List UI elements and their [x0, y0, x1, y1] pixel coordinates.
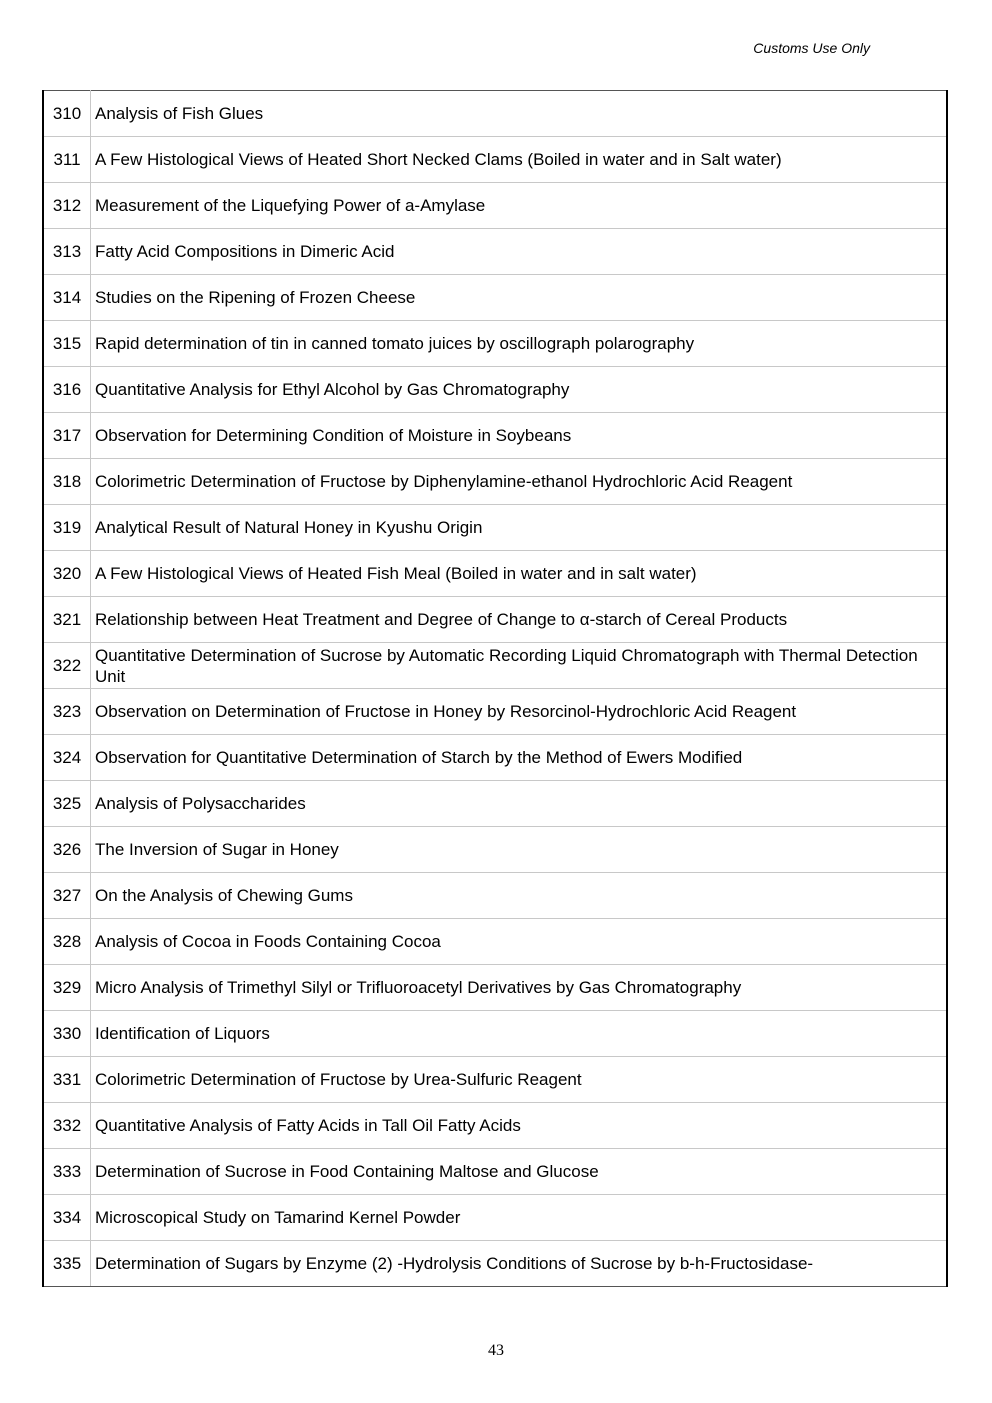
table-row: [43, 1195, 947, 1241]
record-title: Determination of Sugars by Enzyme (2) -Hydrolysis Conditions of Sucrose by b-h-Fructosidase-: [91, 1241, 948, 1287]
record-title: Studies on the Ripening of Frozen Cheese: [91, 275, 948, 321]
record-number: 311: [43, 137, 91, 183]
record-title: Micro Analysis of Trimethyl Silyl or Trifluoroacetyl Derivatives by Gas Chromatography: [91, 965, 948, 1011]
table-row: [43, 689, 947, 735]
record-title: Rapid determination of tin in canned tomato juices by oscillograph polarography: [91, 321, 948, 367]
record-number: 335: [43, 1241, 91, 1287]
table-row: [43, 827, 947, 873]
record-title: Identification of Liquors: [91, 1011, 948, 1057]
table-row: [43, 321, 947, 367]
record-title: Measurement of the Liquefying Power of a-Amylase: [91, 183, 948, 229]
record-title: Observation for Quantitative Determination of Starch by the Method of Ewers Modified: [91, 735, 948, 781]
table-row: [43, 183, 947, 229]
record-number: 329: [43, 965, 91, 1011]
record-title: Analytical Result of Natural Honey in Kyushu Origin: [91, 505, 948, 551]
records-table: [42, 90, 948, 1287]
table-row: [43, 735, 947, 781]
table-row: [43, 459, 947, 505]
record-number: 326: [43, 827, 91, 873]
table-row: [43, 413, 947, 459]
table-row: [43, 137, 947, 183]
table-row: [43, 597, 947, 643]
table-row: [43, 919, 947, 965]
table-row: [43, 1103, 947, 1149]
record-number: 314: [43, 275, 91, 321]
table-row: [43, 505, 947, 551]
record-number: 325: [43, 781, 91, 827]
record-number: 322: [43, 643, 91, 689]
record-number: 318: [43, 459, 91, 505]
table-row: [43, 367, 947, 413]
record-number: 331: [43, 1057, 91, 1103]
record-title: Relationship between Heat Treatment and Degree of Change to α-starch of Cereal Products: [91, 597, 948, 643]
table-row: [43, 551, 947, 597]
table-row: [43, 1241, 947, 1287]
record-title: On the Analysis of Chewing Gums: [91, 873, 948, 919]
record-number: 332: [43, 1103, 91, 1149]
table-row: [43, 1057, 947, 1103]
record-number: 327: [43, 873, 91, 919]
record-number: 320: [43, 551, 91, 597]
customs-use-note: Customs Use Only: [753, 40, 870, 56]
record-number: 312: [43, 183, 91, 229]
record-title: Analysis of Cocoa in Foods Containing Cocoa: [91, 919, 948, 965]
record-number: 328: [43, 919, 91, 965]
table-row: [43, 91, 947, 137]
record-number: 315: [43, 321, 91, 367]
record-title: Analysis of Fish Glues: [91, 91, 948, 137]
record-title: Microscopical Study on Tamarind Kernel Powder: [91, 1195, 948, 1241]
record-title: Colorimetric Determination of Fructose by Urea-Sulfuric Reagent: [91, 1057, 948, 1103]
records-table-body: [43, 91, 947, 1287]
record-title: Determination of Sucrose in Food Containing Maltose and Glucose: [91, 1149, 948, 1195]
table-row: [43, 275, 947, 321]
table-row: [43, 643, 947, 689]
record-number: 319: [43, 505, 91, 551]
record-number: 334: [43, 1195, 91, 1241]
record-title: A Few Histological Views of Heated Fish Meal (Boiled in water and in salt water): [91, 551, 948, 597]
page-number: 43: [488, 1342, 504, 1359]
record-title: A Few Histological Views of Heated Short Necked Clams (Boiled in water and in Salt water): [91, 137, 948, 183]
record-title: Fatty Acid Compositions in Dimeric Acid: [91, 229, 948, 275]
table-row: [43, 1011, 947, 1057]
record-number: 333: [43, 1149, 91, 1195]
record-number: 316: [43, 367, 91, 413]
record-title: Observation for Determining Condition of Moisture in Soybeans: [91, 413, 948, 459]
table-row: [43, 1149, 947, 1195]
table-row: [43, 781, 947, 827]
table-row: [43, 873, 947, 919]
table-row: [43, 229, 947, 275]
record-number: 321: [43, 597, 91, 643]
record-title: Quantitative Analysis for Ethyl Alcohol by Gas Chromatography: [91, 367, 948, 413]
record-title: Quantitative Determination of Sucrose by Automatic Recording Liquid Chromatograph with Thermal Detection Unit: [91, 643, 948, 689]
record-number: 324: [43, 735, 91, 781]
record-number: 310: [43, 91, 91, 137]
record-number: 317: [43, 413, 91, 459]
record-title: The Inversion of Sugar in Honey: [91, 827, 948, 873]
record-title: Analysis of Polysaccharides: [91, 781, 948, 827]
record-number: 330: [43, 1011, 91, 1057]
record-number: 313: [43, 229, 91, 275]
record-title: Quantitative Analysis of Fatty Acids in Tall Oil Fatty Acids: [91, 1103, 948, 1149]
record-number: 323: [43, 689, 91, 735]
table-row: [43, 965, 947, 1011]
record-title: Colorimetric Determination of Fructose by Diphenylamine-ethanol Hydrochloric Acid Reagent: [91, 459, 948, 505]
record-title: Observation on Determination of Fructose in Honey by Resorcinol-Hydrochloric Acid Reagent: [91, 689, 948, 735]
